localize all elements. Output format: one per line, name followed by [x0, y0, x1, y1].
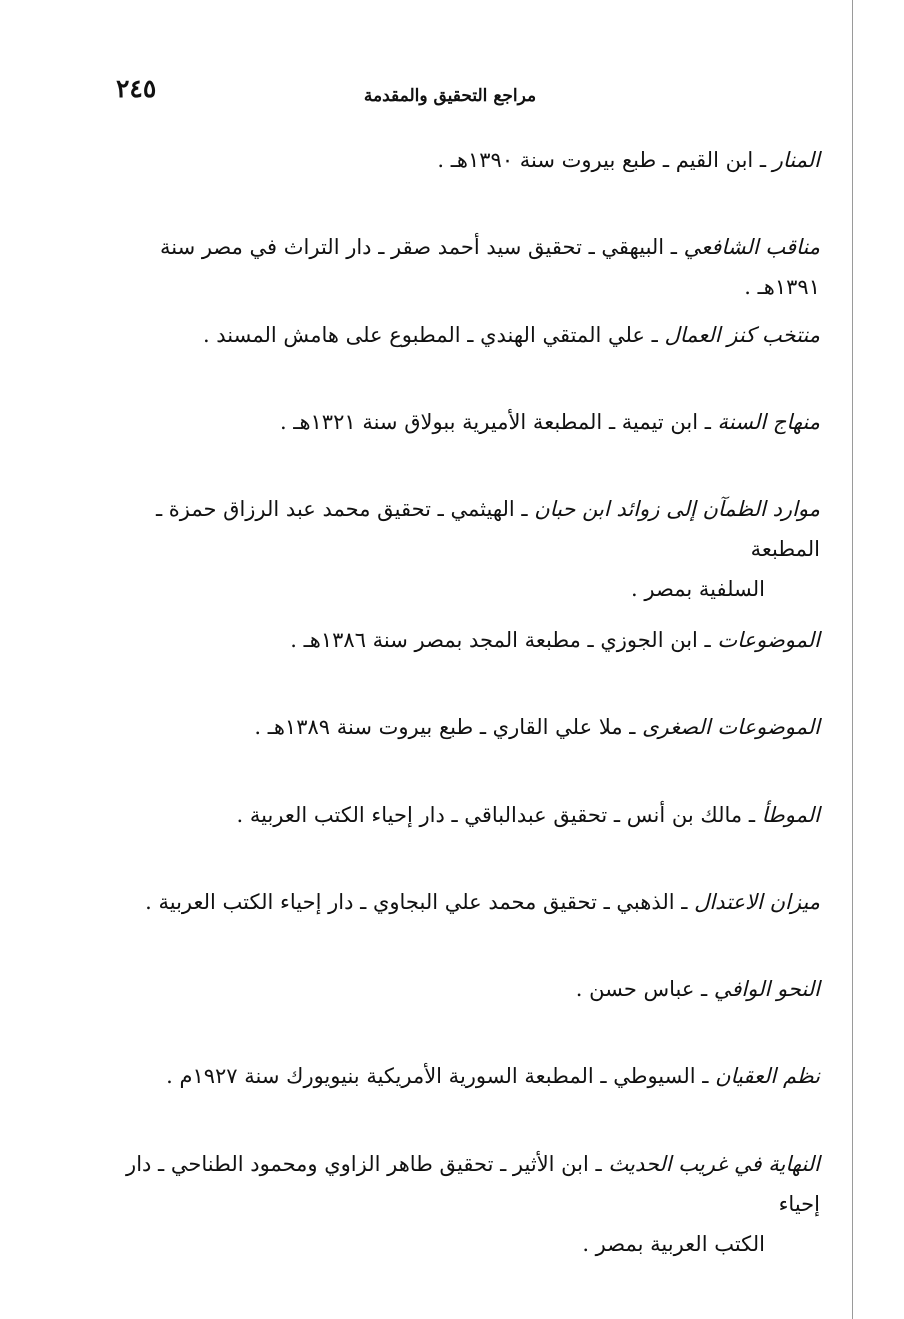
entry-title: الموطأ — [761, 803, 820, 827]
reference-entry — [100, 969, 820, 1009]
reference-entry — [100, 707, 820, 747]
reference-entry — [100, 882, 820, 922]
entry-title: نظم العقيان — [715, 1064, 820, 1088]
page-edge-line — [852, 0, 853, 1319]
entry-details: ـ الذهبي ـ تحقيق محمد علي البجاوي ـ دار إحياء الكتب العربية . — [145, 890, 695, 914]
entry-title: منهاج السنة — [717, 410, 820, 434]
entry-details: ـ ابن الجوزي ـ مطبعة المجد بمصر سنة ١٣٨٦هـ . — [290, 628, 718, 652]
entry-title: النهاية في غريب الحديث — [608, 1152, 820, 1176]
entry-continuation: السلفية بمصر . — [631, 577, 765, 601]
entry-details: ـ مالك بن أنس ـ تحقيق عبدالباقي ـ دار إحياء الكتب العربية . — [236, 803, 762, 827]
reference-entry — [100, 620, 820, 660]
reference-entry — [100, 315, 820, 355]
entry-details: ـ ملا علي القاري ـ طبع بيروت سنة ١٣٨٩هـ . — [254, 715, 643, 739]
entry-details: ـ الهيثمي ـ تحقيق محمد عبد الرزاق حمزة ـ المطبعة — [155, 497, 820, 561]
reference-entry — [100, 140, 820, 180]
reference-entry — [100, 402, 820, 442]
entry-title: الموضوعات الصغرى — [642, 715, 820, 739]
entry-details: ـ عباس حسن . — [575, 977, 714, 1001]
reference-entry — [100, 227, 820, 307]
entry-title: موارد الظمآن إلى زوائد ابن حبان — [534, 497, 820, 521]
entry-title: منتخب كنز العمال — [664, 323, 820, 347]
entry-continuation: الكتب العربية بمصر . — [582, 1232, 765, 1256]
entry-details: ـ ابن الأثير ـ تحقيق طاهر الزاوي ومحمود الطناحي ـ دار إحياء — [126, 1152, 820, 1216]
entry-details: ـ البيهقي ـ تحقيق سيد أحمد صقر ـ دار التراث في مصر سنة ١٣٩١هـ . — [159, 235, 820, 299]
entry-details: ـ ابن تيمية ـ المطبعة الأميرية ببولاق سنة ١٣٢١هـ . — [279, 410, 718, 434]
reference-entry — [100, 795, 820, 835]
reference-entry — [100, 489, 820, 609]
entry-details: ـ السيوطي ـ المطبعة السورية الأمريكية بنيويورك سنة ١٩٢٧م . — [166, 1064, 716, 1088]
entry-title: ميزان الاعتدال — [694, 890, 820, 914]
entry-title: الموضوعات — [717, 628, 820, 652]
entry-title: المنار — [772, 148, 820, 172]
entry-details: ـ ابن القيم ـ طبع بيروت سنة ١٣٩٠هـ . — [437, 148, 773, 172]
page-number: ٢٤٥ — [116, 74, 157, 103]
entry-title: مناقب الشافعي — [683, 235, 820, 259]
running-header: مراجع التحقيق والمقدمة — [363, 86, 537, 106]
entry-title: النحو الوافي — [713, 977, 820, 1001]
entry-details: ـ علي المتقي الهندي ـ المطبوع على هامش المسند . — [202, 323, 665, 347]
reference-entry — [100, 1144, 820, 1264]
reference-entry — [100, 1056, 820, 1096]
